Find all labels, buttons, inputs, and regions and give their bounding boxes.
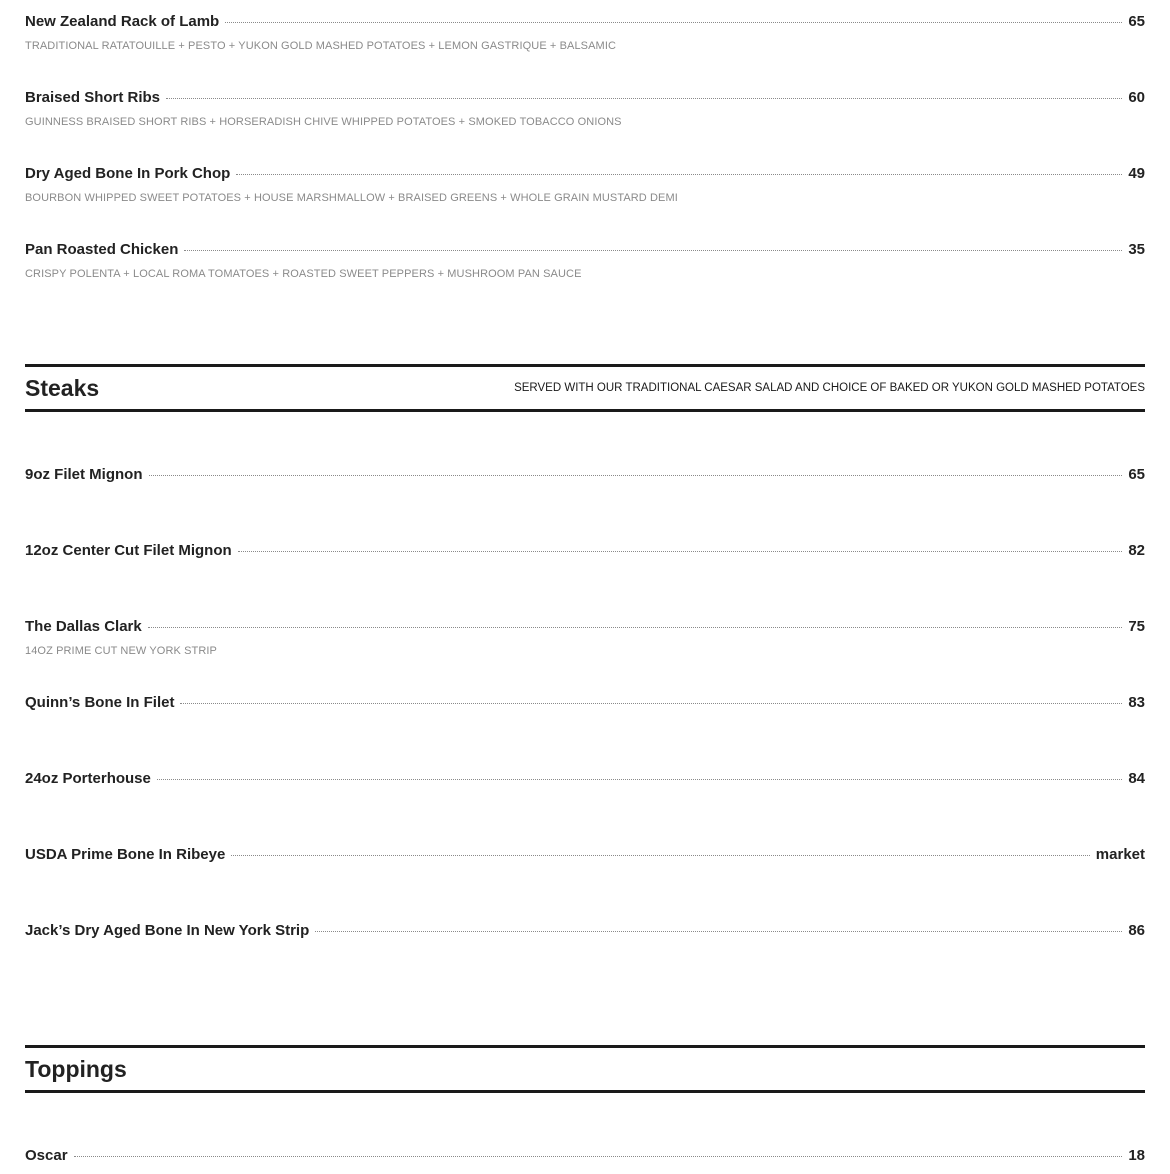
item-name: The Dallas Clark (25, 618, 142, 635)
menu-item (25, 165, 1145, 204)
section-title: Steaks (25, 374, 100, 401)
steaks-section-header (25, 364, 1145, 412)
dotted-leader (166, 98, 1122, 99)
menu-item (25, 618, 1145, 657)
menu-item (25, 89, 1145, 128)
menu-item (25, 1147, 1145, 1164)
item-price: 82 (1128, 542, 1145, 559)
item-description: BOURBON WHIPPED SWEET POTATOES + HOUSE MARSHMALLOW + BRAISED GREENS + WHOLE GRAIN MUSTARD DEMI (25, 192, 678, 204)
menu-item (25, 846, 1145, 863)
item-name: 24oz Porterhouse (25, 770, 151, 787)
dotted-leader (231, 855, 1089, 856)
dotted-leader (157, 779, 1122, 780)
dotted-leader (225, 22, 1122, 23)
toppings-section-header (25, 1045, 1145, 1093)
item-price: 49 (1128, 165, 1145, 182)
item-name: Oscar (25, 1147, 68, 1164)
item-price: 18 (1128, 1147, 1145, 1164)
item-description: TRADITIONAL RATATOUILLE + PESTO + YUKON GOLD MASHED POTATOES + LEMON GASTRIQUE + BALSAMIC (25, 40, 617, 52)
item-name: Quinn’s Bone In Filet (25, 694, 175, 711)
item-name: Braised Short Ribs (25, 89, 161, 106)
menu-item (25, 770, 1145, 787)
menu-item (25, 542, 1145, 559)
section-title: Toppings (25, 1055, 127, 1082)
dotted-leader (74, 1156, 1123, 1157)
dotted-leader (149, 475, 1123, 476)
menu-item (25, 466, 1145, 483)
dotted-leader (315, 931, 1122, 932)
item-description: GUINNESS BRAISED SHORT RIBS + HORSERADISH CHIVE WHIPPED POTATOES + SMOKED TOBACCO ONIONS (25, 116, 622, 128)
item-name: 9oz Filet Mignon (25, 466, 143, 483)
item-price: 60 (1128, 89, 1145, 106)
dotted-leader (236, 174, 1122, 175)
dotted-leader (184, 250, 1122, 251)
menu-item (25, 241, 1145, 280)
dotted-leader (148, 627, 1123, 628)
item-price: 65 (1128, 466, 1145, 483)
dotted-leader (180, 703, 1122, 704)
menu-item (25, 922, 1145, 939)
item-name: 12oz Center Cut Filet Mignon (25, 542, 232, 559)
item-name: Dry Aged Bone In Pork Chop (25, 165, 231, 182)
section-note: SERVED WITH OUR TRADITIONAL CAESAR SALAD AND CHOICE OF BAKED OR YUKON GOLD MASHED POTATOES (514, 382, 1145, 394)
item-name: Jack’s Dry Aged Bone In New York Strip (25, 922, 310, 939)
menu-item (25, 13, 1145, 52)
item-price: 84 (1128, 770, 1145, 787)
item-price: 75 (1128, 618, 1145, 635)
item-name: Pan Roasted Chicken (25, 241, 179, 258)
item-price: 35 (1128, 241, 1145, 258)
item-description: 14OZ PRIME CUT NEW YORK STRIP (25, 645, 217, 657)
item-price: 83 (1128, 694, 1145, 711)
item-name: New Zealand Rack of Lamb (25, 13, 220, 30)
item-price: market (1095, 846, 1145, 863)
item-price: 65 (1128, 13, 1145, 30)
dotted-leader (238, 551, 1123, 552)
item-name: USDA Prime Bone In Ribeye (25, 846, 226, 863)
item-description: CRISPY POLENTA + LOCAL ROMA TOMATOES + ROASTED SWEET PEPPERS + MUSHROOM PAN SAUCE (25, 268, 582, 280)
item-price: 86 (1128, 922, 1145, 939)
menu-item (25, 694, 1145, 711)
